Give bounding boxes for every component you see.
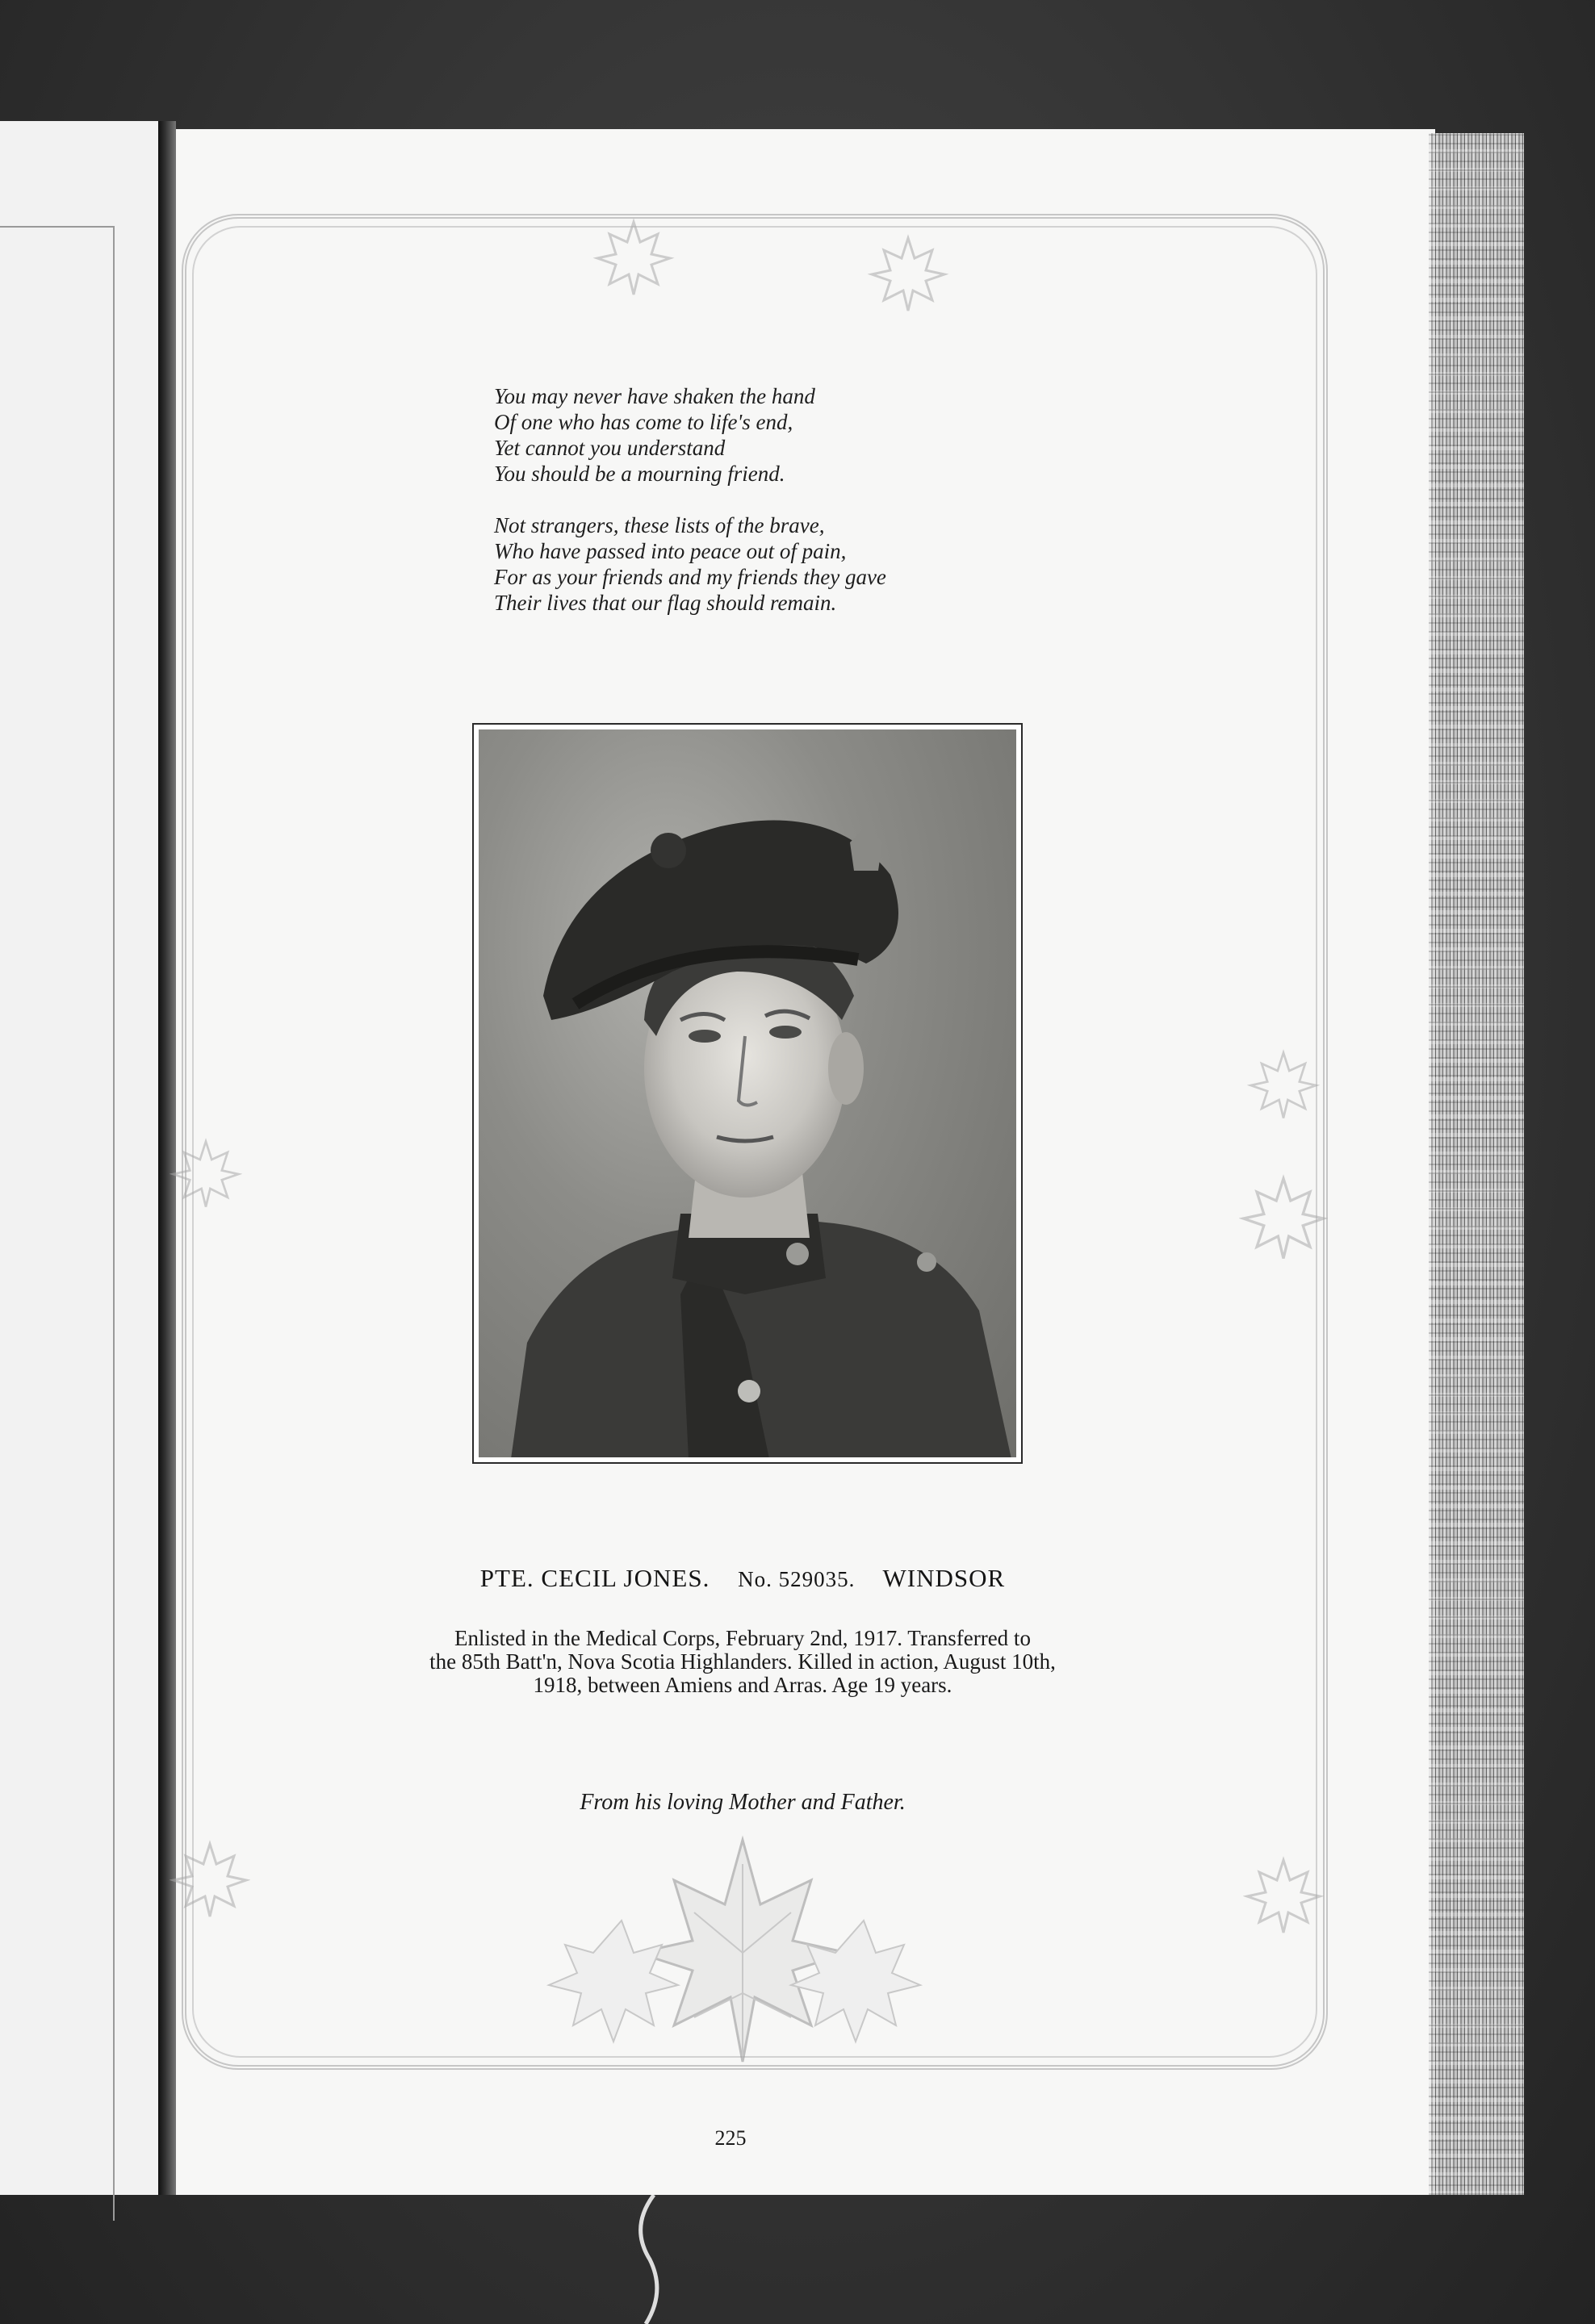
portrait-frame [472, 723, 1023, 1464]
poem-line: Their lives that our flag should remain. [494, 591, 837, 615]
biography-line: the 85th Batt'n, Nova Scotia Highlanders. Killed in action, August 10th, [429, 1649, 1056, 1674]
facing-page [0, 121, 163, 2195]
biography-line: 1918, between Amiens and Arras. Age 19 years. [533, 1673, 952, 1697]
facing-page-border [0, 226, 115, 2221]
poem-line: You may never have shaken the hand [494, 384, 815, 408]
soldier-heading [274, 1564, 1211, 1593]
poem-line: You should be a mourning friend. [494, 462, 785, 486]
memorial-poem [494, 383, 1107, 642]
maple-leaf-icon [1243, 1848, 1324, 1945]
hometown: WINDSOR [882, 1564, 1006, 1592]
maple-leaf-icon [170, 1832, 250, 1929]
poem-stanza [494, 383, 1107, 487]
page-number: 225 [714, 2126, 747, 2150]
maple-leaf-icon [1247, 1041, 1320, 1130]
poem-line: Yet cannot you understand [494, 436, 726, 460]
biography-text [311, 1627, 1174, 1697]
maple-leaf-icon [589, 218, 678, 299]
soldier-name: PTE. CECIL JONES. [479, 1564, 710, 1592]
service-number: No. 529035. [738, 1567, 856, 1591]
poem-line: Who have passed into peace out of pain, [494, 539, 847, 563]
poem-line: Not strangers, these lists of the brave, [494, 513, 825, 537]
portrait-illustration [479, 729, 1016, 1457]
paper-curl-icon [622, 2195, 670, 2324]
maple-leaf-icon [1239, 1170, 1328, 1267]
biography-line: Enlisted in the Medical Corps, February 2nd, 1917. Transferred to [454, 1626, 1031, 1650]
maple-leaf-cluster-icon [533, 1832, 952, 2066]
poem-stanza [494, 512, 1107, 616]
poem-line: For as your friends and my friends they gave [494, 565, 886, 589]
dedication: From his loving Mother and Father. [580, 1790, 906, 1815]
poem-line: Of one who has come to life's end, [494, 410, 793, 434]
maple-leaf-icon [864, 234, 952, 315]
maple-leaf-icon [170, 1130, 242, 1218]
page-edges-texture [1429, 133, 1524, 2195]
soldier-portrait-photo [479, 729, 1016, 1457]
